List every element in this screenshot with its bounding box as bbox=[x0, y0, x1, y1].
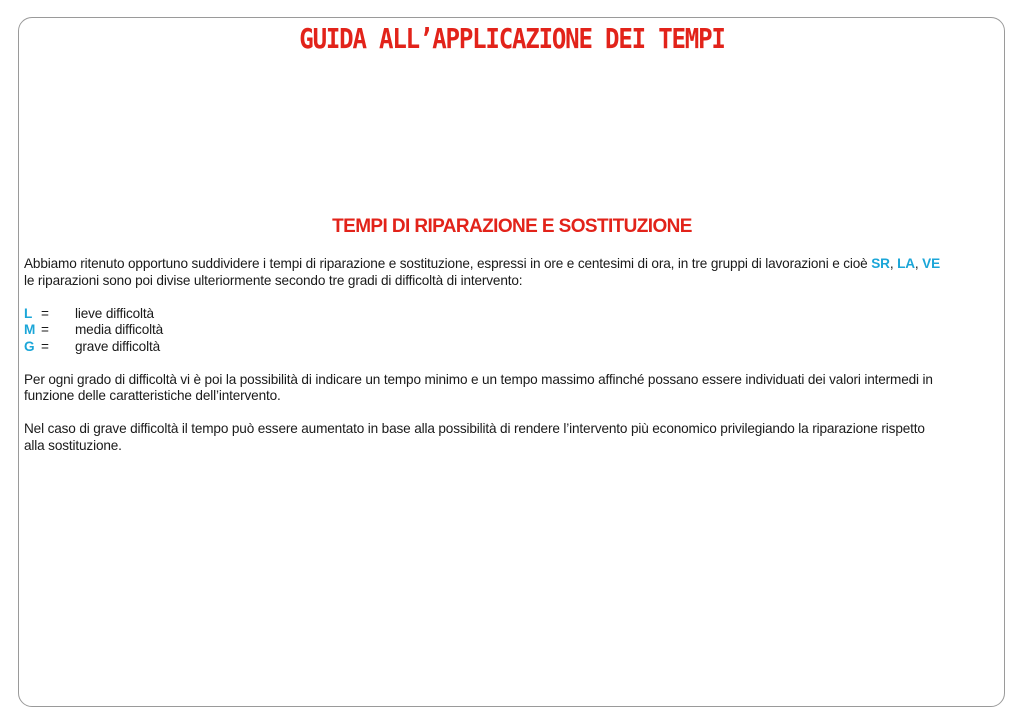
grave-paragraph bbox=[24, 421, 1009, 454]
group-sr: SR bbox=[871, 256, 890, 271]
legend-key: L bbox=[24, 305, 33, 321]
legend-key: G bbox=[24, 338, 35, 354]
intro-line-2: le riparazioni sono poi divise ulteriormente secondo tre gradi di difficoltà di intervento: bbox=[24, 272, 523, 288]
legend-label: media difficoltà bbox=[75, 322, 164, 337]
legend-equals: = bbox=[41, 322, 49, 337]
group-la: LA bbox=[897, 256, 915, 271]
intro-paragraph bbox=[24, 256, 1009, 289]
legend-equals: = bbox=[41, 305, 49, 321]
legend-row-media bbox=[24, 322, 1009, 339]
legend-label: lieve difficoltà bbox=[75, 305, 154, 321]
main-title: GUIDA ALL’APPLICAZIONE DEI TEMPI bbox=[299, 22, 725, 55]
grave-line-2: alla sostituzione. bbox=[24, 437, 122, 453]
section-title: TEMPI DI RIPARAZIONE E SOSTITUZIONE bbox=[332, 216, 692, 237]
difficulty-line-2: funzione delle caratteristiche dell’intervento. bbox=[24, 388, 281, 403]
legend-key: M bbox=[24, 322, 36, 337]
content-body bbox=[24, 256, 1009, 454]
legend-row-grave bbox=[24, 339, 1009, 356]
difficulty-paragraph bbox=[24, 372, 1009, 405]
difficulty-line-1: Per ogni grado di difficoltà vi è poi la possibilità di indicare un tempo minimo e un tempo massimo affinché possano essere individuati dei valori intermedi in bbox=[24, 371, 933, 387]
legend-equals: = bbox=[41, 338, 49, 354]
intro-comma-1: , bbox=[889, 256, 898, 271]
legend-label: grave difficoltà bbox=[75, 338, 161, 354]
grave-line-1: Nel caso di grave difficoltà il tempo può essere aumentato in base alla possibilità di rendere l’intervento più economico privilegiando la riparazione rispetto bbox=[24, 421, 925, 436]
intro-comma-2: , bbox=[914, 256, 923, 271]
group-ve: VE bbox=[922, 256, 941, 271]
intro-text: Abbiamo ritenuto opportuno suddividere i tempi di riparazione e sostituzione, espressi in ore e centesimi di ora, in tre gruppi di lavorazioni e cioè bbox=[24, 256, 872, 271]
legend-row-lieve bbox=[24, 306, 1009, 323]
